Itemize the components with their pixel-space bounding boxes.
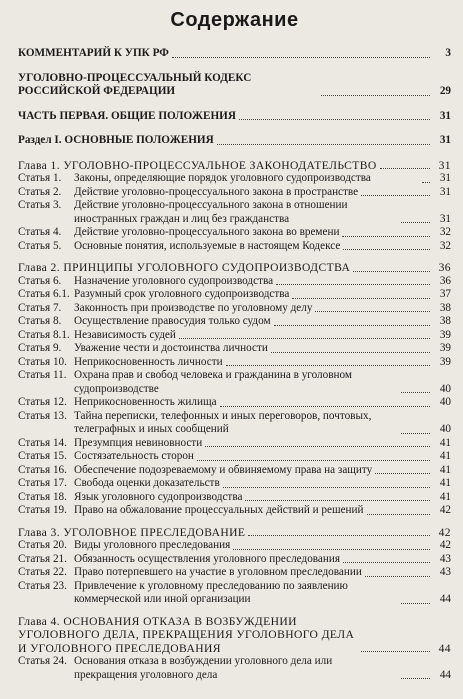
toc-article[interactable] bbox=[18, 329, 451, 343]
toc-entry-text: Виды уголовного преследования bbox=[74, 539, 231, 551]
toc-entry[interactable] bbox=[18, 134, 451, 148]
article-number: Статья 7. bbox=[18, 301, 62, 314]
article-number: Статья 11. bbox=[18, 369, 67, 381]
article-number: Статья 8. bbox=[18, 315, 62, 327]
article-number: Статья 20. bbox=[18, 539, 67, 551]
toc-entry-page: 41 bbox=[439, 450, 451, 462]
toc-article[interactable] bbox=[18, 553, 451, 567]
toc-entry-text: Раздел I. ОСНОВНЫЕ ПОЛОЖЕНИЯ bbox=[18, 134, 214, 146]
toc-entry-text: Уважение чести и достоинства личности bbox=[74, 342, 268, 354]
toc-entry-page: 40 bbox=[439, 396, 451, 408]
toc-entry-page: 39 bbox=[439, 328, 451, 341]
article-number: Статья 12. bbox=[18, 396, 67, 408]
toc-entry-page: 31 bbox=[439, 212, 451, 225]
article-number: Статья 22. bbox=[18, 566, 67, 578]
toc-entry-text: Язык уголовного судопроизводства bbox=[74, 490, 243, 503]
article-number: Статья 23. bbox=[18, 579, 67, 592]
toc-entry-text: Глава 4. ОСНОВАНИЯ ОТКАЗА В ВОЗБУЖДЕНИИ УГОЛОВНОГО ДЕЛА, ПРЕКРАЩЕНИЯ УГОЛОВНОГО ДЕЛА И УГОЛОВНОГО ПРЕСЛЕДОВАНИЯ bbox=[18, 614, 355, 655]
toc-entry-page: 44 bbox=[439, 668, 451, 681]
toc-chapter[interactable] bbox=[18, 526, 451, 540]
toc-entry-text: Глава 1. УГОЛОВНО-ПРОЦЕССУАЛЬНОЕ ЗАКОНОДАТЕЛЬСТВО bbox=[18, 158, 377, 172]
toc-entry-text: Глава 3. УГОЛОВНОЕ ПРЕСЛЕДОВАНИЕ bbox=[18, 525, 246, 539]
article-number: Статья 18. bbox=[18, 490, 67, 503]
toc-entry-page: 31 bbox=[439, 109, 451, 122]
toc-entry-page: 37 bbox=[439, 288, 451, 300]
toc-entry-text: Обеспечение подозреваемому и обвиняемому права на защиту bbox=[74, 463, 373, 476]
toc-entry-text: Законность при производстве по уголовному делу bbox=[74, 301, 313, 314]
toc-article[interactable] bbox=[18, 186, 451, 200]
toc-article[interactable] bbox=[18, 275, 451, 289]
article-number: Статья 10. bbox=[18, 355, 67, 368]
toc-article[interactable] bbox=[18, 396, 451, 410]
toc-entry-page: 36 bbox=[438, 261, 451, 274]
toc-entry-text: Глава 2. ПРИНЦИПЫ УГОЛОВНОГО СУДОПРОИЗВОДСТВА bbox=[18, 261, 351, 274]
toc-entry-page: 36 bbox=[439, 274, 451, 287]
article-number: Статья 3. bbox=[18, 199, 62, 211]
toc-entry[interactable] bbox=[18, 72, 451, 99]
toc-entry-text: Привлечение к уголовному преследованию по заявлению коммерческой или иной организации bbox=[74, 579, 348, 605]
toc-entry-page: 41 bbox=[439, 463, 451, 476]
toc-article[interactable] bbox=[18, 539, 451, 553]
article-number: Статья 8.1. bbox=[18, 328, 70, 341]
article-number: Статья 15. bbox=[18, 450, 67, 462]
toc-entry-text: Презумпция невиновности bbox=[74, 436, 203, 449]
toc-entry-page: 38 bbox=[439, 301, 451, 314]
toc-entry-text: Свобода оценки доказательств bbox=[74, 477, 220, 489]
toc-article[interactable] bbox=[18, 437, 451, 451]
article-number: Статья 6. bbox=[18, 274, 62, 287]
toc-entry-text: Охрана прав и свобод человека и гражданина в уголовном судопроизводстве bbox=[74, 369, 352, 395]
toc-entry-text: Действие уголовно-процессуального закона во времени bbox=[74, 226, 340, 238]
article-number: Статья 6.1. bbox=[18, 288, 70, 300]
toc-article[interactable] bbox=[18, 199, 451, 226]
toc-entry-text: Право потерпевшего на участие в уголовном преследовании bbox=[74, 566, 362, 578]
toc-article[interactable] bbox=[18, 315, 451, 329]
article-number: Статья 16. bbox=[18, 463, 67, 476]
toc-entry-text: Состязательность сторон bbox=[74, 450, 194, 462]
toc-article[interactable] bbox=[18, 288, 451, 302]
toc-article[interactable] bbox=[18, 356, 451, 370]
toc-article[interactable] bbox=[18, 580, 451, 607]
toc-entry-text: Назначение уголовного судопроизводства bbox=[74, 274, 274, 287]
toc-article[interactable] bbox=[18, 342, 451, 356]
toc-chapter[interactable] bbox=[18, 159, 451, 173]
toc-article[interactable] bbox=[18, 240, 451, 254]
article-number: Статья 5. bbox=[18, 239, 62, 252]
toc-entry[interactable] bbox=[18, 47, 451, 61]
toc-entry-page: 3 bbox=[445, 47, 451, 59]
toc-article[interactable] bbox=[18, 655, 451, 682]
toc-entry-text: КОММЕНТАРИЙ К УПК РФ bbox=[18, 47, 169, 59]
toc-chapter[interactable] bbox=[18, 615, 451, 656]
toc-entry-page: 40 bbox=[439, 423, 451, 435]
toc-entry-page: 31 bbox=[438, 158, 451, 172]
toc-list bbox=[18, 39, 451, 682]
toc-article[interactable] bbox=[18, 566, 451, 580]
toc-entry-text: Действие уголовно-процессуального закона в пространстве bbox=[74, 185, 359, 198]
article-number: Статья 2. bbox=[18, 185, 62, 198]
toc-entry-text: Тайна переписки, телефонных и иных переговоров, почтовых, телеграфных и иных сообщений bbox=[74, 409, 372, 435]
toc-chapter[interactable] bbox=[18, 261, 451, 275]
toc-entry-page: 42 bbox=[438, 525, 451, 539]
toc-entry-text: Неприкосновенность жилища bbox=[74, 396, 217, 408]
toc-entry-page: 40 bbox=[439, 382, 451, 395]
toc-entry-text: Действие уголовно-процессуального закона в отношении иностранных граждан и лиц без гражданства bbox=[74, 199, 348, 225]
toc-entry-text: Независимость судей bbox=[74, 328, 176, 341]
toc-entry-page: 44 bbox=[439, 593, 451, 605]
toc-entry-page: 43 bbox=[439, 566, 451, 578]
toc-entry-page: 32 bbox=[439, 239, 451, 252]
article-number: Статья 21. bbox=[18, 552, 67, 565]
toc-article[interactable] bbox=[18, 491, 451, 505]
toc-article[interactable] bbox=[18, 450, 451, 464]
toc-article[interactable] bbox=[18, 477, 451, 491]
toc-article[interactable] bbox=[18, 369, 451, 396]
toc-entry-text: Неприкосновенность личности bbox=[74, 355, 223, 368]
toc-entry-text: Право на обжалование процессуальных действий и решений bbox=[74, 504, 364, 516]
toc-entry-text: Законы, определяющие порядок уголовного судопроизводства bbox=[74, 172, 371, 184]
article-number: Статья 19. bbox=[18, 504, 67, 516]
toc-article[interactable] bbox=[18, 464, 451, 478]
toc-entry-page: 44 bbox=[438, 641, 451, 655]
toc-entry-page: 39 bbox=[439, 342, 451, 354]
toc-entry-page: 41 bbox=[439, 490, 451, 503]
toc-entry-page: 42 bbox=[439, 539, 451, 551]
article-number: Статья 9. bbox=[18, 342, 62, 354]
toc-entry-page: 41 bbox=[439, 436, 451, 449]
toc-entry-page: 31 bbox=[439, 172, 451, 184]
page-title: Содержание bbox=[170, 9, 299, 31]
article-number: Статья 1. bbox=[18, 172, 62, 184]
toc-entry-text: УГОЛОВНО-ПРОЦЕССУАЛЬНЫЙ КОДЕКС РОССИЙСКОЙ ФЕДЕРАЦИИ bbox=[18, 71, 252, 97]
toc-entry-page: 29 bbox=[439, 85, 451, 97]
toc-entry-text: ЧАСТЬ ПЕРВАЯ. ОБЩИЕ ПОЛОЖЕНИЯ bbox=[18, 109, 236, 122]
article-number: Статья 24. bbox=[18, 655, 67, 667]
toc-entry-text: Основные понятия, используемые в настоящем Кодексе bbox=[74, 239, 341, 252]
toc-entry[interactable] bbox=[18, 110, 451, 124]
toc-entry-page: 42 bbox=[439, 504, 451, 516]
toc-article[interactable] bbox=[18, 410, 451, 437]
toc-entry-page: 31 bbox=[439, 134, 451, 146]
article-number: Статья 14. bbox=[18, 436, 67, 449]
toc-article[interactable] bbox=[18, 302, 451, 316]
toc-entry-text: Осуществление правосудия только судом bbox=[74, 315, 271, 327]
toc-entry-page: 39 bbox=[439, 355, 451, 368]
article-number: Статья 17. bbox=[18, 477, 67, 489]
toc-article[interactable] bbox=[18, 172, 451, 186]
toc-entry-text: Основания отказа в возбуждении уголовного дела или прекращения уголовного дела bbox=[74, 655, 333, 681]
toc-entry-text: Обязанность осуществления уголовного преследования bbox=[74, 552, 341, 565]
toc-article[interactable] bbox=[18, 226, 451, 240]
article-number: Статья 4. bbox=[18, 226, 62, 238]
toc-entry-page: 38 bbox=[439, 315, 451, 327]
article-number: Статья 13. bbox=[18, 409, 67, 422]
toc-entry-page: 43 bbox=[439, 552, 451, 565]
toc-entry-text: Разумный срок уголовного судопроизводства bbox=[74, 288, 290, 300]
toc-entry-page: 31 bbox=[439, 185, 451, 198]
toc-entry-page: 41 bbox=[439, 477, 451, 489]
toc-article[interactable] bbox=[18, 504, 451, 518]
toc-entry-page: 32 bbox=[439, 226, 451, 238]
